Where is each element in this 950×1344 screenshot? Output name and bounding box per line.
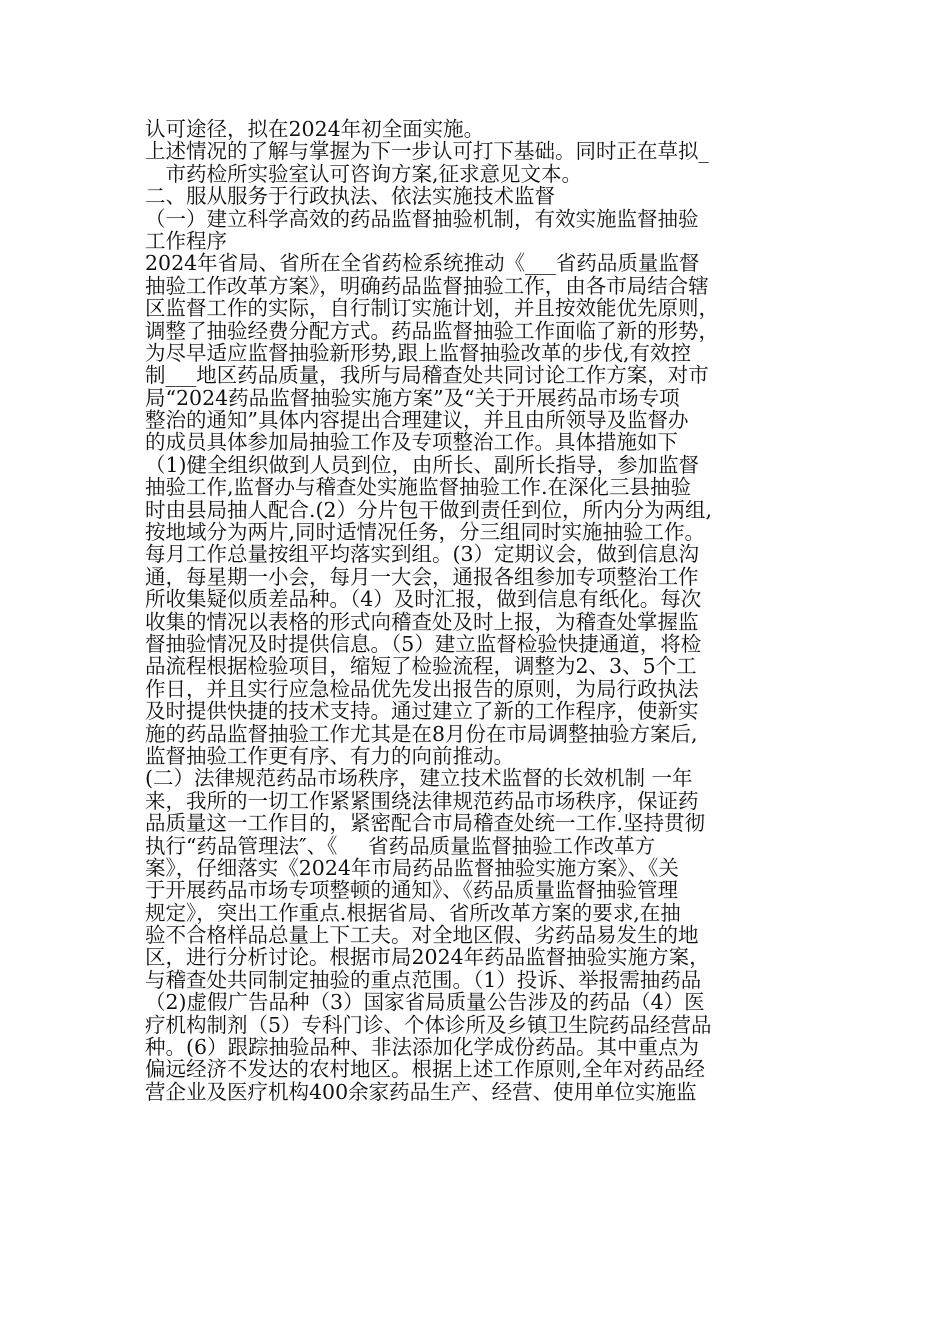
text-line: 按地域分为两片,同时适情况任务，分三组同时实施抽验工作。 (145, 521, 706, 544)
text-line: 制___地区药品质量，我所与局稽查处共同讨论工作方案，对市 (145, 364, 709, 387)
text-line: 种。(6）跟踪抽验品种、非法添加化学成份药品。其中重点为 (145, 1036, 700, 1059)
text-line: 督抽验情况及时提供信息。（5）建立监督检验快捷通道，将检 (145, 632, 702, 656)
text-line: 的成员具体参加局抽验工作及专项整治工作。具体措施如下 (145, 431, 678, 454)
text-line: __市药检所实验室认可咨询方案,征求意见文本。 (145, 162, 583, 186)
text-line: （1)健全组织做到人员到位，由所长、副所长指导，参加监督 (145, 453, 700, 477)
subsection-heading: 工作程序 (145, 229, 227, 253)
text-line: 品流程根据检验项目，缩短了检验流程，调整为2、3、5个工 (145, 655, 697, 678)
text-line: 品质量这一工作目的，紧密配合市局稽查处统一工作.坚持贯彻 (145, 812, 706, 835)
text-line: 认可途径，拟在2024年初全面实施。 (145, 118, 485, 141)
text-line: 通，每星期一小会，每月一大会，通报各组参加专项整治工作 (145, 565, 699, 589)
text-line: 执行“药品管理法″、《___省药品质量监督抽验工作改革方 (145, 834, 656, 857)
text-line: 案》，仔细落实《2024年市局药品监督抽验实施方案》、《关 (145, 856, 679, 880)
text-line: 疗机构制剂（5）专科门诊、个体诊所及乡镇卫生院药品经营品 (145, 1013, 712, 1037)
text-line: 营企业及医疗机构400余家药品生产、经营、使用单位实施监 (145, 1080, 697, 1104)
text-line: 监督抽验工作更有序、有力的向前推动。 (145, 744, 514, 768)
text-line: 2024年省局、省所在全省药检系统推动《___省药品质量监督 (145, 252, 700, 275)
text-line: 调整了抽验经费分配方式。药品监督抽验工作面临了新的形势， (145, 319, 719, 342)
text-line: 区监督工作的实际，自行制订实施计划，并且按效能优先原则， (145, 297, 719, 320)
text-line: 上述情况的了解与掌握为下一步认可打下基础。同时正在草拟_ (145, 140, 709, 163)
text-line: 抽验工作,监督办与稽查处实施监督抽验工作.在深化三县抽验 (145, 476, 692, 499)
text-line: 于开展药品市场专项整顿的通知》、《药品质量监督抽验管理 (145, 879, 678, 902)
subsection-heading: (二）法律规范药品市场秩序，建立技术监督的长效机制 一年 (145, 767, 693, 790)
text-line: 验不合格样品总量上下工夫。对全地区假、劣药品易发生的地 (145, 924, 699, 947)
text-line: 规定》，突出工作重点.根据省局、省所改革方案的要求,在抽 (145, 901, 681, 925)
text-line: 收集的情况以表格的形式向稽查处及时上报，为稽查处掌握监 (145, 610, 699, 633)
text-line: 区，进行分析讨论。根据市局2024年药品监督抽验实施方案， (145, 946, 710, 969)
text-line: 整治的通知”具体内容提出合理建议，并且由所领导及监督办 (145, 409, 689, 432)
text-line: （2)虚假广告品种（3）国家省局质量公告涉及的药品（4）医 (145, 991, 705, 1014)
text-line: 为尽早适应监督抽验新形势,跟上监督抽验改革的步伐,有效控 (145, 341, 692, 365)
text-line: 每月工作总量按组平均落实到组。(3）定期议会，做到信息沟 (145, 543, 700, 566)
text-line: 来，我所的一切工作紧紧围绕法律规范药品市场秩序，保证药 (145, 789, 699, 813)
text-line: 抽验工作改革方案》，明确药品监督抽验工作，由各市局结合辖 (145, 274, 709, 298)
section-heading: 二、服从服务于行政执法、依法实施技术监督 (145, 185, 555, 208)
subsection-heading: （一）建立科学高效的药品监督抽验机制，有效实施监督抽验 (145, 207, 699, 230)
text-line: 与稽查处共同制定抽验的重点范围。（1）投诉、举报需抽药品 (145, 968, 702, 992)
text-line: 施的药品监督抽验工作尤其是在8月份在市局调整抽验方案后, (145, 722, 698, 745)
document-body (145, 118, 820, 1103)
text-line: 所收集疑似质差品种。（4）及时汇报，做到信息有纸化。每次 (145, 588, 702, 611)
text-line: 及时提供快捷的技术支持。通过建立了新的工作程序，使新实 (145, 700, 699, 723)
text-line: 作日，并且实行应急检品优先发出报告的原则，为局行政执法 (145, 677, 699, 701)
text-line: 时由县局抽人配合.(2）分片包干做到责任到位，所内分为两组, (145, 498, 713, 522)
text-line: 偏远经济不发达的农村地区。根据上述工作原则,全年对药品经 (145, 1058, 706, 1081)
text-line: 局“2024药品监督抽验实施方案”及“关于开展药品市场专项 (145, 386, 680, 410)
